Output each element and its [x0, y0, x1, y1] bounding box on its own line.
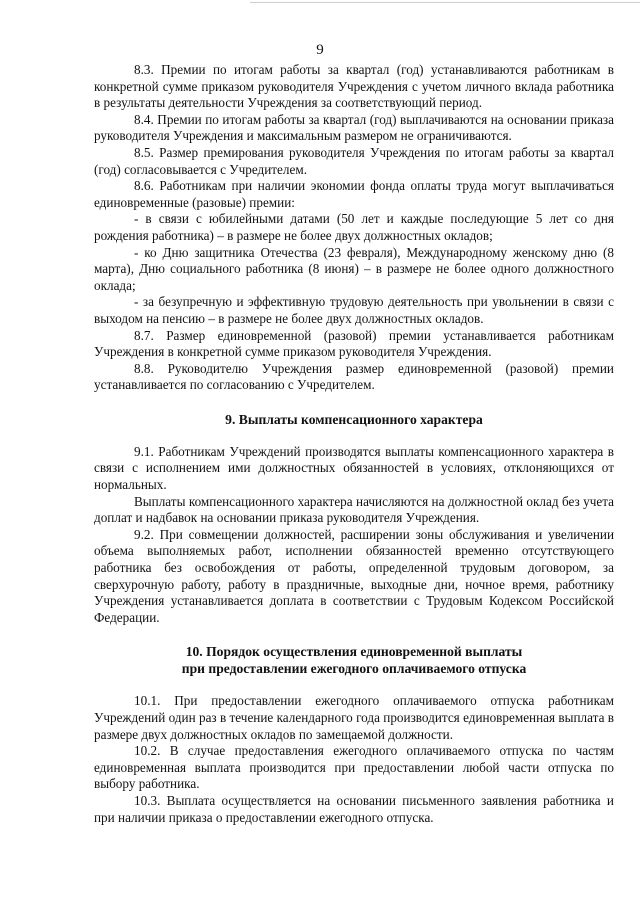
paragraph-9-1-continued: Выплаты компенсационного характера начисляются на должностной оклад без учета доплат и надбавок на основании приказа руководителя Учреждения.	[94, 493, 614, 526]
section-9-heading: 9. Выплаты компенсационного характера	[225, 411, 483, 427]
paragraph-9-1: 9.1. Работникам Учреждений производятся выплаты компенсационного характера в связи с исполнением ими должностных обязанностей в условиях, отклоняющихся от нормальных.	[94, 443, 614, 493]
paragraph-8-4: 8.4. Премии по итогам работы за квартал (год) выплачиваются на основании приказа руководителя Учреждения и максимальным размером не ограничиваются.	[94, 111, 614, 144]
scan-edge-line	[250, 2, 640, 3]
list-item-anniversary: - в связи с юбилейными датами (50 лет и каждые последующие 5 лет со дня рождения работника) – в размере не более двух должностных окладов;	[94, 211, 614, 243]
paragraph-10-2: 10.2. В случае предоставления ежегодного оплачиваемого отпуска по частям единовременная выплата производится при предоставлении любой части отпуска по выбору работника.	[94, 743, 614, 792]
paragraph-9-2: 9.2. При совмещении должностей, расширении зоны обслуживания и увеличении объема выполняемых работ, исполнении обязанностей временно отсутствующего работника без освобождения от работы, определенной трудовым договором, за сверхурочную работу, работу в праздничные, выходные дни, ночное время, работнику Учреждения устанавливается доплата в соответствии с Трудовым Кодексом Российской Федерации.	[94, 526, 614, 625]
paragraph-8-3: 8.3. Премии по итогам работы за квартал (год) устанавливаются работникам в конкретной сумме приказом руководителя Учреждения с учетом личного вклада работника в результаты деятельности Учреждения за соответствующий период.	[94, 62, 614, 111]
paragraph-8-8: 8.8. Руководителю Учреждения размер единовременной (разовой) премии устанавливается по согласованию с Учредителем.	[94, 360, 614, 393]
list-item-holidays: - ко Дню защитника Отечества (23 февраля), Международному женскому дню (8 марта), Дню социального работника (8 июня) – в размере не более одного должностного оклада;	[94, 244, 614, 293]
section-10-heading	[94, 643, 614, 677]
paragraph-8-6: 8.6. Работникам при наличии экономии фонда оплаты труда могут выплачиваться единовременные (разовые) премии:	[94, 178, 614, 210]
paragraph-8-7: 8.7. Размер единовременной (разовой) премии устанавливается работникам Учреждения в конкретной сумме приказом руководителя Учреждения.	[94, 327, 614, 360]
section-10-heading-line1: 10. Порядок осуществления единовременной выплаты	[185, 644, 523, 660]
section-10-heading-line2: при предоставлении ежегодного оплачиваемого отпуска	[181, 661, 527, 677]
paragraph-8-5: 8.5. Размер премирования руководителя Учреждения по итогам работы за квартал (год) согласовывается с Учредителем.	[94, 144, 614, 177]
page-number: 9	[316, 42, 324, 58]
paragraph-10-1: 10.1. При предоставлении ежегодного оплачиваемого отпуска работникам Учреждений один раз в течение календарного года производится единовременная выплата в размере двух должностных окладов по замещаемой должности.	[94, 693, 614, 742]
list-item-retirement: - за безупречную и эффективную трудовую деятельность при увольнении в связи с выходом на пенсию – в размере не более двух должностных окладов.	[94, 294, 614, 326]
paragraph-10-3: 10.3. Выплата осуществляется на основании письменного заявления работника и при наличии приказа о предоставлении ежегодного отпуска.	[94, 792, 614, 825]
document-body	[94, 62, 614, 826]
